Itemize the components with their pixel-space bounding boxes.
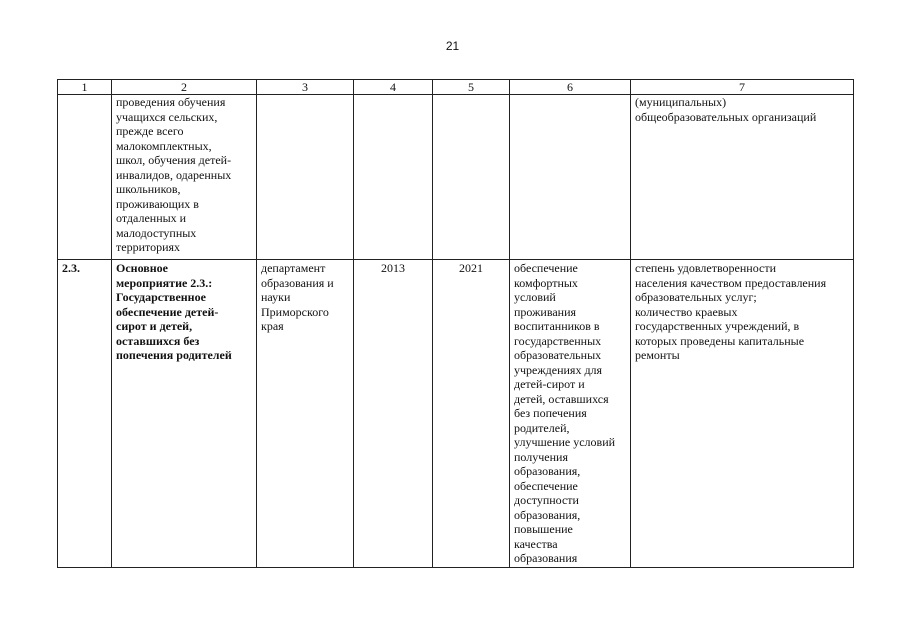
executor-cell: департамент образования и науки Приморского края [257, 260, 354, 568]
item-number-cell [58, 95, 112, 260]
start-year-cell [354, 95, 433, 260]
expected-result-cell [510, 95, 631, 260]
column-header-2: 2 [112, 80, 257, 95]
start-year-cell: 2013 [354, 260, 433, 568]
indicator-cell: (муниципальных) общеобразовательных организаций [631, 95, 854, 260]
column-header-5: 5 [433, 80, 510, 95]
program-activities-table [57, 79, 854, 568]
table-row [58, 260, 854, 568]
column-header-7: 7 [631, 80, 854, 95]
activity-cell: проведения обучения учащихся сельских, прежде всего малокомплектных, школ, обучения детей- инвалидов, одаренных школьников, проживающих в отдаленных и малодоступных территориях [112, 95, 257, 260]
item-number-cell: 2.3. [58, 260, 112, 568]
column-header-4: 4 [354, 80, 433, 95]
column-header-6: 6 [510, 80, 631, 95]
expected-result-cell: обеспечение комфортных условий проживания воспитанников в государственных образовательных учреждениях для детей-сирот и детей, оставшихся без попечения родителей, улучшение условий получения образования, обеспечение доступности образования, повышение качества образования [510, 260, 631, 568]
column-header-3: 3 [257, 80, 354, 95]
end-year-cell: 2021 [433, 260, 510, 568]
activity-cell: Основное мероприятие 2.3.: Государственное обеспечение детей- сирот и детей, оставшихся без попечения родителей [112, 260, 257, 568]
executor-cell [257, 95, 354, 260]
page-number: 21 [445, 39, 460, 53]
column-number-row [58, 80, 854, 95]
end-year-cell [433, 95, 510, 260]
table-row [58, 95, 854, 260]
column-header-1: 1 [58, 80, 112, 95]
indicator-cell: степень удовлетворенности населения качеством предоставления образовательных услуг; количество краевых государственных учреждений, в которых проведены капитальные ремонты [631, 260, 854, 568]
